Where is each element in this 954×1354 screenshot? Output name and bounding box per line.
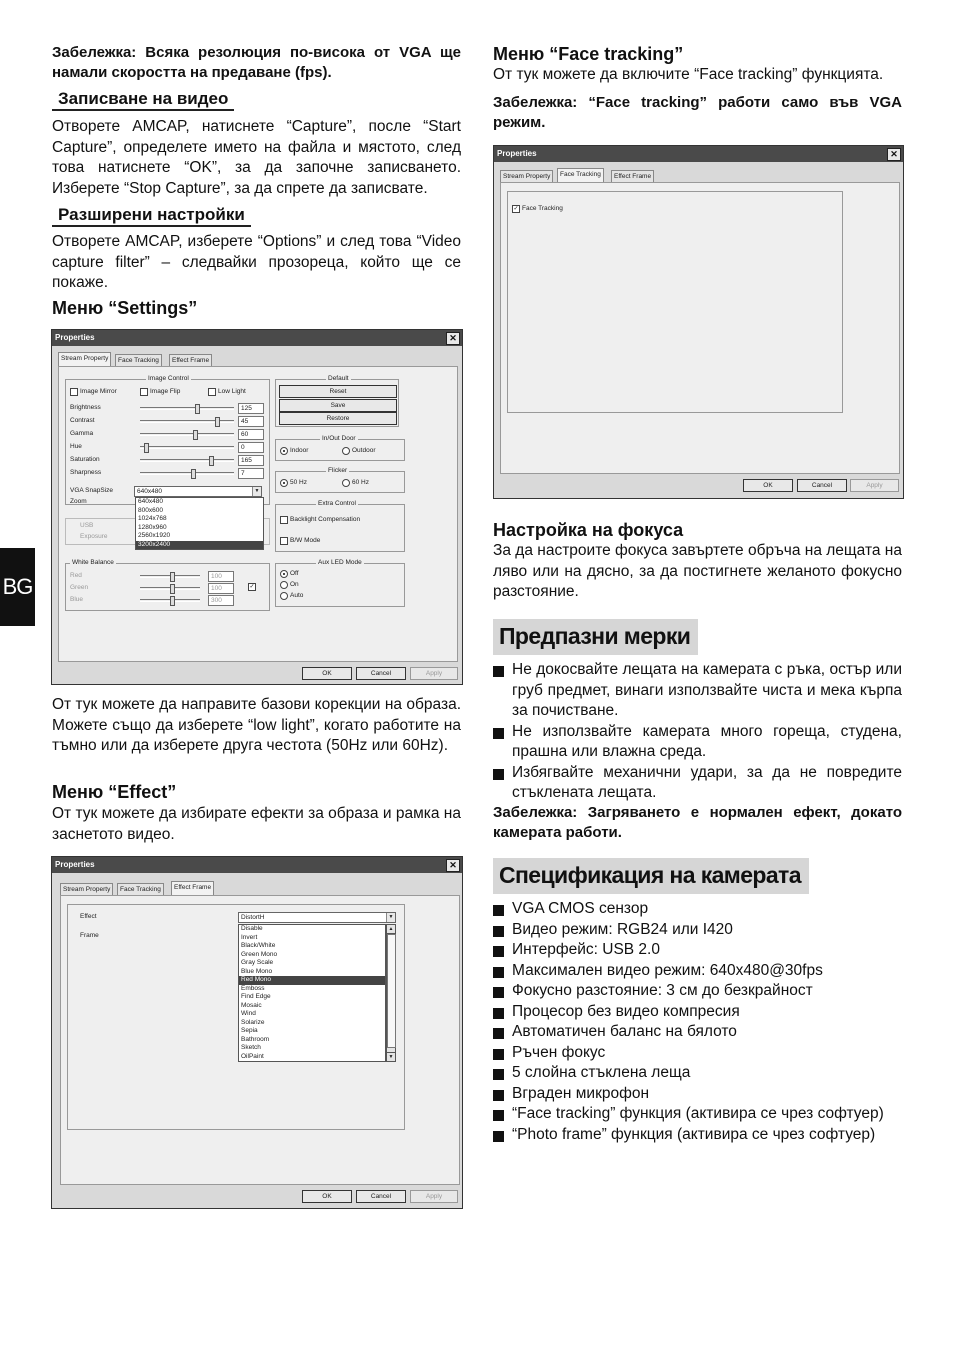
focus-heading: Настройка на фокуса (493, 520, 684, 540)
snapsize-option[interactable]: 1280x960 (138, 523, 167, 531)
effect-option[interactable]: Green Mono (241, 950, 278, 958)
slider[interactable] (140, 444, 234, 450)
wb-slider[interactable] (140, 573, 200, 579)
wb-label: Green (70, 584, 89, 591)
auto-wb-checkbox[interactable]: ✓ (249, 584, 255, 590)
usb-label: USB (80, 522, 94, 529)
effect-option[interactable]: Bathroom (241, 1035, 270, 1043)
outdoor-label: Outdoor (352, 447, 376, 454)
slider-thumb[interactable] (170, 596, 175, 606)
dialog-title: Properties (55, 333, 95, 342)
ok-button[interactable]: OK (743, 479, 793, 492)
extra-control-label: Extra Control (318, 500, 356, 507)
recording-text: Отворете AMCAP, натиснете “Capture”, после “Start Capture”, определете името на файла и мястото, след това натиснете “OK”, за да започне записването. Изберете “Stop Capture”, за да спрете да записвате. (52, 118, 461, 197)
cancel-button[interactable]: Cancel (356, 1190, 406, 1203)
slider[interactable] (140, 418, 234, 424)
spec-heading: Спецификация на камерата (493, 858, 809, 894)
effect-option[interactable]: Blue Mono (241, 967, 273, 975)
slider-label: Saturation (70, 456, 100, 463)
image-control-label: Image Control (148, 375, 189, 382)
effect-option[interactable]: OilPaint (241, 1052, 264, 1060)
list-item: Фокусно разстояние: 3 см до безкрайност (493, 981, 913, 1002)
restore-button[interactable]: Restore (279, 412, 397, 425)
tab-face-tracking[interactable]: Face Tracking (117, 883, 164, 895)
resolution-note: Забележка: Всяка резолюция по-висока от VGA ще намали скоростта на предаване (fps). (52, 44, 461, 81)
backlight-checkbox[interactable] (280, 516, 288, 524)
list-item: 5 слойна стъклена леща (493, 1063, 913, 1084)
effect-list-scrollbar[interactable] (386, 924, 396, 1062)
advanced-text: Отворете AMCAP, изберете “Options” и след това “Video capture filter” – следвайки прозореца, който ще се покаже. (52, 233, 461, 291)
tab-stream-property[interactable]: Stream Property (500, 170, 553, 182)
bw-mode-checkbox[interactable] (280, 537, 288, 545)
effect-options[interactable] (238, 924, 386, 1062)
slider-thumb[interactable] (191, 469, 196, 479)
snapsize-options[interactable] (135, 497, 264, 550)
tab-face-tracking[interactable]: Face Tracking (115, 354, 162, 366)
ok-button[interactable]: OK (302, 1190, 352, 1203)
snapsize-option[interactable]: 640x480 (138, 498, 163, 505)
tab-stream-property[interactable]: Stream Property (60, 883, 113, 895)
slider-thumb[interactable] (170, 572, 175, 582)
led-off-radio[interactable] (280, 570, 288, 578)
list-item: Максимален видео режим: 640x480@30fps (493, 961, 913, 982)
slider-thumb[interactable] (195, 404, 200, 414)
list-item: Ръчен фокус (493, 1043, 913, 1064)
indoor-label: Indoor (290, 447, 309, 454)
list-item: Не докосвайте лещата на камерата с ръка, остър или груб предмет, винаги използвайте чиста и мека кърпа за почистване. (493, 660, 902, 722)
face-dialog-screenshot (493, 145, 904, 499)
led-auto-label: Auto (290, 592, 304, 599)
list-item: “Face tracking” функция (активира се чрез софтуер) (493, 1104, 913, 1125)
bullet-icon (493, 967, 504, 978)
zoom-label: Zoom (70, 498, 87, 505)
bullet-icon (493, 1049, 504, 1060)
dialog-title: Properties (55, 860, 95, 869)
face-tracking-text: От тук можете да включите “Face tracking” функцията. (493, 66, 884, 83)
list-item: Видео режим: RGB24 или I420 (493, 920, 913, 941)
slider-value[interactable]: 45 (238, 416, 264, 427)
60hz-label: 60 Hz (352, 479, 369, 486)
effect-option[interactable]: Find Edge (241, 993, 271, 1000)
list-item: “Photo frame” функция (активира се чрез софтуер) (493, 1125, 913, 1146)
wb-label: Red (70, 572, 82, 579)
ok-button[interactable]: OK (302, 667, 352, 680)
indoor-radio[interactable] (280, 447, 288, 455)
snapsize-option[interactable]: 800x600 (138, 506, 163, 514)
scroll-thumb[interactable] (387, 934, 396, 1048)
effect-option[interactable]: Red Mono (239, 976, 385, 985)
effect-option[interactable]: Black/White (241, 942, 276, 949)
effect-option[interactable]: Invert (241, 933, 258, 941)
slider-value[interactable]: 125 (238, 403, 264, 414)
close-icon[interactable]: ✕ (887, 148, 901, 161)
effect-label: Effect (80, 913, 97, 920)
bullet-icon (493, 926, 504, 937)
face-tracking-checkbox[interactable]: ✓ (513, 206, 519, 212)
effect-option[interactable]: Mosaic (241, 1001, 262, 1009)
bullet-icon (493, 1028, 504, 1039)
effect-option[interactable]: Gray Scale (241, 959, 274, 966)
bullet-icon (493, 987, 504, 998)
cancel-button[interactable]: Cancel (356, 667, 406, 680)
recording-heading: Записване на видео (52, 88, 234, 111)
effect-option[interactable]: Solarize (241, 1018, 265, 1026)
50hz-label: 50 Hz (290, 479, 307, 486)
slider-thumb[interactable] (144, 443, 149, 453)
list-item: Автоматичен баланс на бялото (493, 1022, 913, 1043)
list-item: Процесор без видео компресия (493, 1002, 913, 1023)
effect-text: От тук можете да избирате ефекти за образа и рамка на заснетото видео. (52, 805, 461, 843)
precautions-heading: Предпазни мерки (493, 619, 698, 655)
slider[interactable] (140, 470, 234, 476)
effect-select[interactable]: DistortH ▼ (238, 912, 396, 923)
slider-thumb[interactable] (209, 456, 214, 466)
slider-label: Sharpness (70, 469, 102, 476)
tab-face-tracking[interactable]: Face Tracking (557, 168, 604, 182)
tab-effect-frame[interactable]: Effect Frame (169, 354, 212, 366)
image-mirror-checkbox[interactable] (70, 388, 78, 396)
face-tracking-heading: Меню “Face tracking” (493, 44, 684, 64)
slider[interactable] (140, 431, 234, 437)
tab-stream-property[interactable]: Stream Property (58, 352, 111, 366)
wb-value[interactable]: 100 (208, 571, 234, 582)
close-icon[interactable]: ✕ (446, 332, 460, 345)
image-flip-label: Image Flip (150, 388, 181, 395)
vga-snapsize-label: VGA SnapSize (70, 487, 113, 494)
reset-button[interactable]: Reset (279, 385, 397, 398)
bullet-icon (493, 905, 504, 916)
slider[interactable] (140, 405, 234, 411)
bullet-icon (493, 1110, 504, 1121)
slider-label: Hue (70, 443, 82, 450)
scroll-up-icon[interactable]: ▲ (388, 926, 394, 932)
close-icon[interactable]: ✕ (446, 859, 460, 872)
wb-value[interactable]: 100 (208, 583, 234, 594)
effect-dialog-screenshot (51, 856, 463, 1209)
dialog-title: Properties (497, 149, 537, 158)
apply-button[interactable]: Apply (850, 479, 899, 492)
language-tab: BG (0, 548, 35, 626)
bw-mode-label: B/W Mode (290, 537, 321, 544)
heat-note: Забележка: Загряването е нормален ефект, докато камерата работи. (493, 804, 902, 841)
list-item: Избягвайте механични удари, за да не повредите стъклената лещата. (493, 763, 902, 804)
bullet-icon (493, 1008, 504, 1019)
save-button[interactable]: Save (279, 399, 397, 412)
slider-thumb[interactable] (215, 417, 220, 427)
led-group-label: Aux LED Mode (318, 559, 362, 566)
slider-value[interactable]: 165 (238, 455, 264, 466)
exposure-label: Exposure (80, 533, 108, 540)
apply-button[interactable]: Apply (410, 1190, 458, 1203)
default-group-label: Default (328, 375, 349, 382)
bullet-icon (493, 1069, 504, 1080)
slider-thumb[interactable] (170, 584, 175, 594)
snapsize-option[interactable]: 3200x2400 (136, 541, 263, 550)
bullet-icon (493, 946, 504, 957)
face-tracking-label: Face Tracking (522, 205, 563, 212)
wb-label: Blue (70, 596, 84, 603)
effect-heading: Меню “Effect” (52, 782, 177, 802)
slider-value[interactable]: 0 (238, 442, 264, 453)
tab-effect-frame[interactable]: Effect Frame (611, 170, 654, 182)
list-item: Вграден микрофон (493, 1084, 913, 1105)
scroll-down-icon[interactable]: ▼ (388, 1054, 394, 1060)
effect-option[interactable]: Wind (241, 1010, 256, 1017)
snapsize-select[interactable]: 640x480 ▼ (134, 486, 262, 497)
apply-button[interactable]: Apply (410, 667, 458, 680)
settings-text: От тук можете да направите базови корекции на образа. Можете също да изберете “low light”, когато работите на тъмно или да изберете друга честота (50Hz или 60Hz). (52, 696, 461, 754)
advanced-heading: Разширени настройки (52, 204, 251, 227)
wb-slider[interactable] (140, 597, 200, 603)
slider-value[interactable]: 7 (238, 468, 264, 479)
bullet-icon (493, 1131, 504, 1142)
led-on-label: On (290, 581, 299, 588)
flicker-group-label: Flicker (328, 467, 348, 474)
snapsize-option[interactable]: 1024x768 (138, 515, 167, 522)
slider-value[interactable]: 60 (238, 429, 264, 440)
image-flip-checkbox[interactable] (140, 388, 148, 396)
backlight-label: Backlight Compensation (290, 516, 361, 523)
bullet-icon (493, 666, 504, 677)
slider-thumb[interactable] (193, 430, 198, 440)
low-light-checkbox[interactable] (208, 388, 216, 396)
precautions-list (493, 660, 902, 804)
low-light-label: Low Light (218, 388, 246, 395)
effect-option[interactable]: Sepia (241, 1027, 258, 1034)
slider-label: Gamma (70, 430, 94, 437)
list-item: Не използвайте камерата много гореща, студена, прашна или влажна среда. (493, 722, 902, 763)
white-balance-label: White Balance (72, 559, 114, 566)
settings-dialog-screenshot (51, 329, 463, 685)
list-item: VGA CMOS сензор (493, 899, 913, 920)
wb-value[interactable]: 300 (208, 595, 234, 606)
50hz-radio[interactable] (280, 479, 288, 487)
bullet-icon (493, 1090, 504, 1101)
cancel-button[interactable]: Cancel (797, 479, 847, 492)
bullet-icon (493, 728, 504, 739)
wb-slider[interactable] (140, 585, 200, 591)
led-on-radio[interactable] (280, 581, 288, 589)
bullet-icon (493, 769, 504, 780)
slider[interactable] (140, 457, 234, 463)
effect-option[interactable]: Emboss (241, 984, 265, 992)
frame-label: Frame (80, 932, 99, 939)
led-off-label: Off (290, 570, 299, 577)
focus-text: За да настроите фокуса завъртете обръча на лещата на ляво или на дясно, за да постигнете желаното фокусно разстояние. (493, 542, 902, 600)
60hz-radio[interactable] (342, 479, 350, 487)
face-tracking-note: Забележка: “Face tracking” работи само във VGA режим. (493, 94, 902, 131)
inout-group-label: In/Out Door (322, 435, 356, 442)
list-item: Интерфейс: USB 2.0 (493, 940, 913, 961)
slider-label: Brightness (70, 404, 101, 411)
settings-heading: Меню “Settings” (52, 298, 198, 318)
effect-option[interactable]: Disable (241, 925, 263, 932)
effect-option[interactable]: Sketch (241, 1044, 261, 1051)
slider-label: Contrast (70, 417, 95, 424)
tab-effect-frame[interactable]: Effect Frame (171, 881, 214, 895)
snapsize-option[interactable]: 2560x1920 (138, 532, 171, 539)
spec-list (493, 899, 913, 1145)
outdoor-radio[interactable] (342, 447, 350, 455)
led-auto-radio[interactable] (280, 592, 288, 600)
image-mirror-label: Image Mirror (80, 388, 117, 395)
